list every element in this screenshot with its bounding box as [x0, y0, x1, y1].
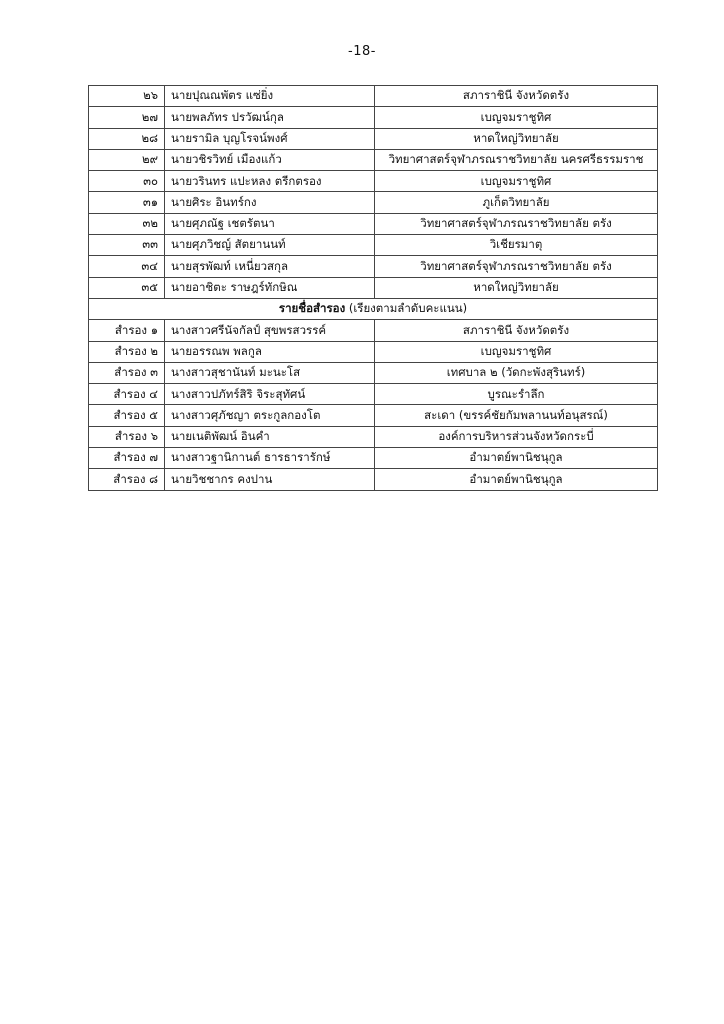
school-name: เบญจมราชูทิศ [375, 171, 658, 192]
student-name: นายอรรณพ พลกูล [165, 341, 375, 362]
student-name: นางสาวศรีนัจกัลป์ สุขพรสวรรค์ [165, 320, 375, 341]
row-number: สำรอง ๗ [89, 448, 165, 469]
student-name: นางสาวสุชานันท์ มะนะโส [165, 362, 375, 383]
table-row [89, 213, 658, 234]
table-row [89, 171, 658, 192]
row-number: ๓๐ [89, 171, 165, 192]
table-row [89, 128, 658, 149]
student-name: นายวรินทร แปะหลง ตรีกตรอง [165, 171, 375, 192]
table-row [89, 107, 658, 128]
row-number: ๓๔ [89, 256, 165, 277]
school-name: บูรณะรำลึก [375, 384, 658, 405]
student-roster-table [88, 85, 658, 491]
table-row [89, 277, 658, 298]
student-name: นายสุรพัฒท์ เหนี่ยวสกุล [165, 256, 375, 277]
school-name: วิทยาศาสตร์จุฬาภรณราชวิทยาลัย ตรัง [375, 213, 658, 234]
student-name: นายวิชชากร คงปาน [165, 469, 375, 490]
row-number: ๓๕ [89, 277, 165, 298]
table-row [89, 149, 658, 170]
school-name: สภาราชินี จังหวัดตรัง [375, 86, 658, 107]
reserve-row [89, 469, 658, 490]
reserve-row [89, 426, 658, 447]
row-number: สำรอง ๖ [89, 426, 165, 447]
table-row [89, 86, 658, 107]
reserve-row [89, 405, 658, 426]
reserve-row [89, 362, 658, 383]
school-name: สะเดา (ขรรค์ชัยกัมพลานนท์อนุสรณ์) [375, 405, 658, 426]
school-name: วิทยาศาสตร์จุฬาภรณราชวิทยาลัย ตรัง [375, 256, 658, 277]
reserve-row [89, 320, 658, 341]
reserve-section-title [89, 298, 658, 319]
student-name: นายศุภณัฐ เชตรัตนา [165, 213, 375, 234]
student-name: นางสาวศุภัชญา ตระกูลกองโต [165, 405, 375, 426]
row-number: สำรอง ๒ [89, 341, 165, 362]
student-name: นายศุภวิชญ์ สัตยานนท์ [165, 235, 375, 256]
school-name: ภูเก็ตวิทยาลัย [375, 192, 658, 213]
student-name: นายศิระ อินทร์กง [165, 192, 375, 213]
school-name: เบญจมราชูทิศ [375, 341, 658, 362]
reserve-title-note: (เรียงตามลำดับคะแนน) [348, 301, 468, 316]
student-name: นายอาชิตะ ราษฎร์ทักษิณ [165, 277, 375, 298]
row-number: สำรอง ๘ [89, 469, 165, 490]
reserve-row [89, 384, 658, 405]
school-name: เบญจมราชูทิศ [375, 107, 658, 128]
reserve-section-header [89, 298, 658, 319]
table-row [89, 256, 658, 277]
school-name: วิเชียรมาตุ [375, 235, 658, 256]
main-list [89, 86, 658, 299]
row-number: สำรอง ๑ [89, 320, 165, 341]
school-name: เทศบาล ๒ (วัดกะพังสุรินทร์) [375, 362, 658, 383]
school-name: องค์การบริหารส่วนจังหวัดกระบี่ [375, 426, 658, 447]
student-name: นายปุณณพัตร แซ่ยิ่ง [165, 86, 375, 107]
reserve-row [89, 341, 658, 362]
row-number: ๓๑ [89, 192, 165, 213]
table-row [89, 235, 658, 256]
row-number: สำรอง ๓ [89, 362, 165, 383]
student-name: นายเนติพัฒน์ อินคำ [165, 426, 375, 447]
row-number: ๒๘ [89, 128, 165, 149]
row-number: ๒๖ [89, 86, 165, 107]
reserve-title-bold: รายชื่อสำรอง [278, 301, 346, 316]
school-name: หาดใหญ่วิทยาลัย [375, 277, 658, 298]
school-name: อำมาตย์พานิชนุกูล [375, 469, 658, 490]
school-name: วิทยาศาสตร์จุฬาภรณราชวิทยาลัย นครศรีธรรมราช [375, 149, 658, 170]
row-number: สำรอง ๔ [89, 384, 165, 405]
reserve-section [89, 298, 658, 319]
student-name: นายพลภัทร ปรวัฒน์กุล [165, 107, 375, 128]
reserve-row [89, 448, 658, 469]
table-row [89, 192, 658, 213]
page-number: -18- [348, 44, 376, 59]
row-number: ๒๗ [89, 107, 165, 128]
school-name: สภาราชินี จังหวัดตรัง [375, 320, 658, 341]
row-number: ๒๙ [89, 149, 165, 170]
row-number: ๓๓ [89, 235, 165, 256]
school-name: อำมาตย์พานิชนุกูล [375, 448, 658, 469]
row-number: ๓๒ [89, 213, 165, 234]
student-name: นายวชิรวิทย์ เมืองแก้ว [165, 149, 375, 170]
student-name: นางสาวฐานิกานต์ ธารธารารักษ์ [165, 448, 375, 469]
school-name: หาดใหญ่วิทยาลัย [375, 128, 658, 149]
reserve-list [89, 320, 658, 490]
row-number: สำรอง ๕ [89, 405, 165, 426]
student-name: นายรามิล บุญโรจน์พงศ์ [165, 128, 375, 149]
student-name: นางสาวปภัทร์สิริ จิระสุทัศน์ [165, 384, 375, 405]
